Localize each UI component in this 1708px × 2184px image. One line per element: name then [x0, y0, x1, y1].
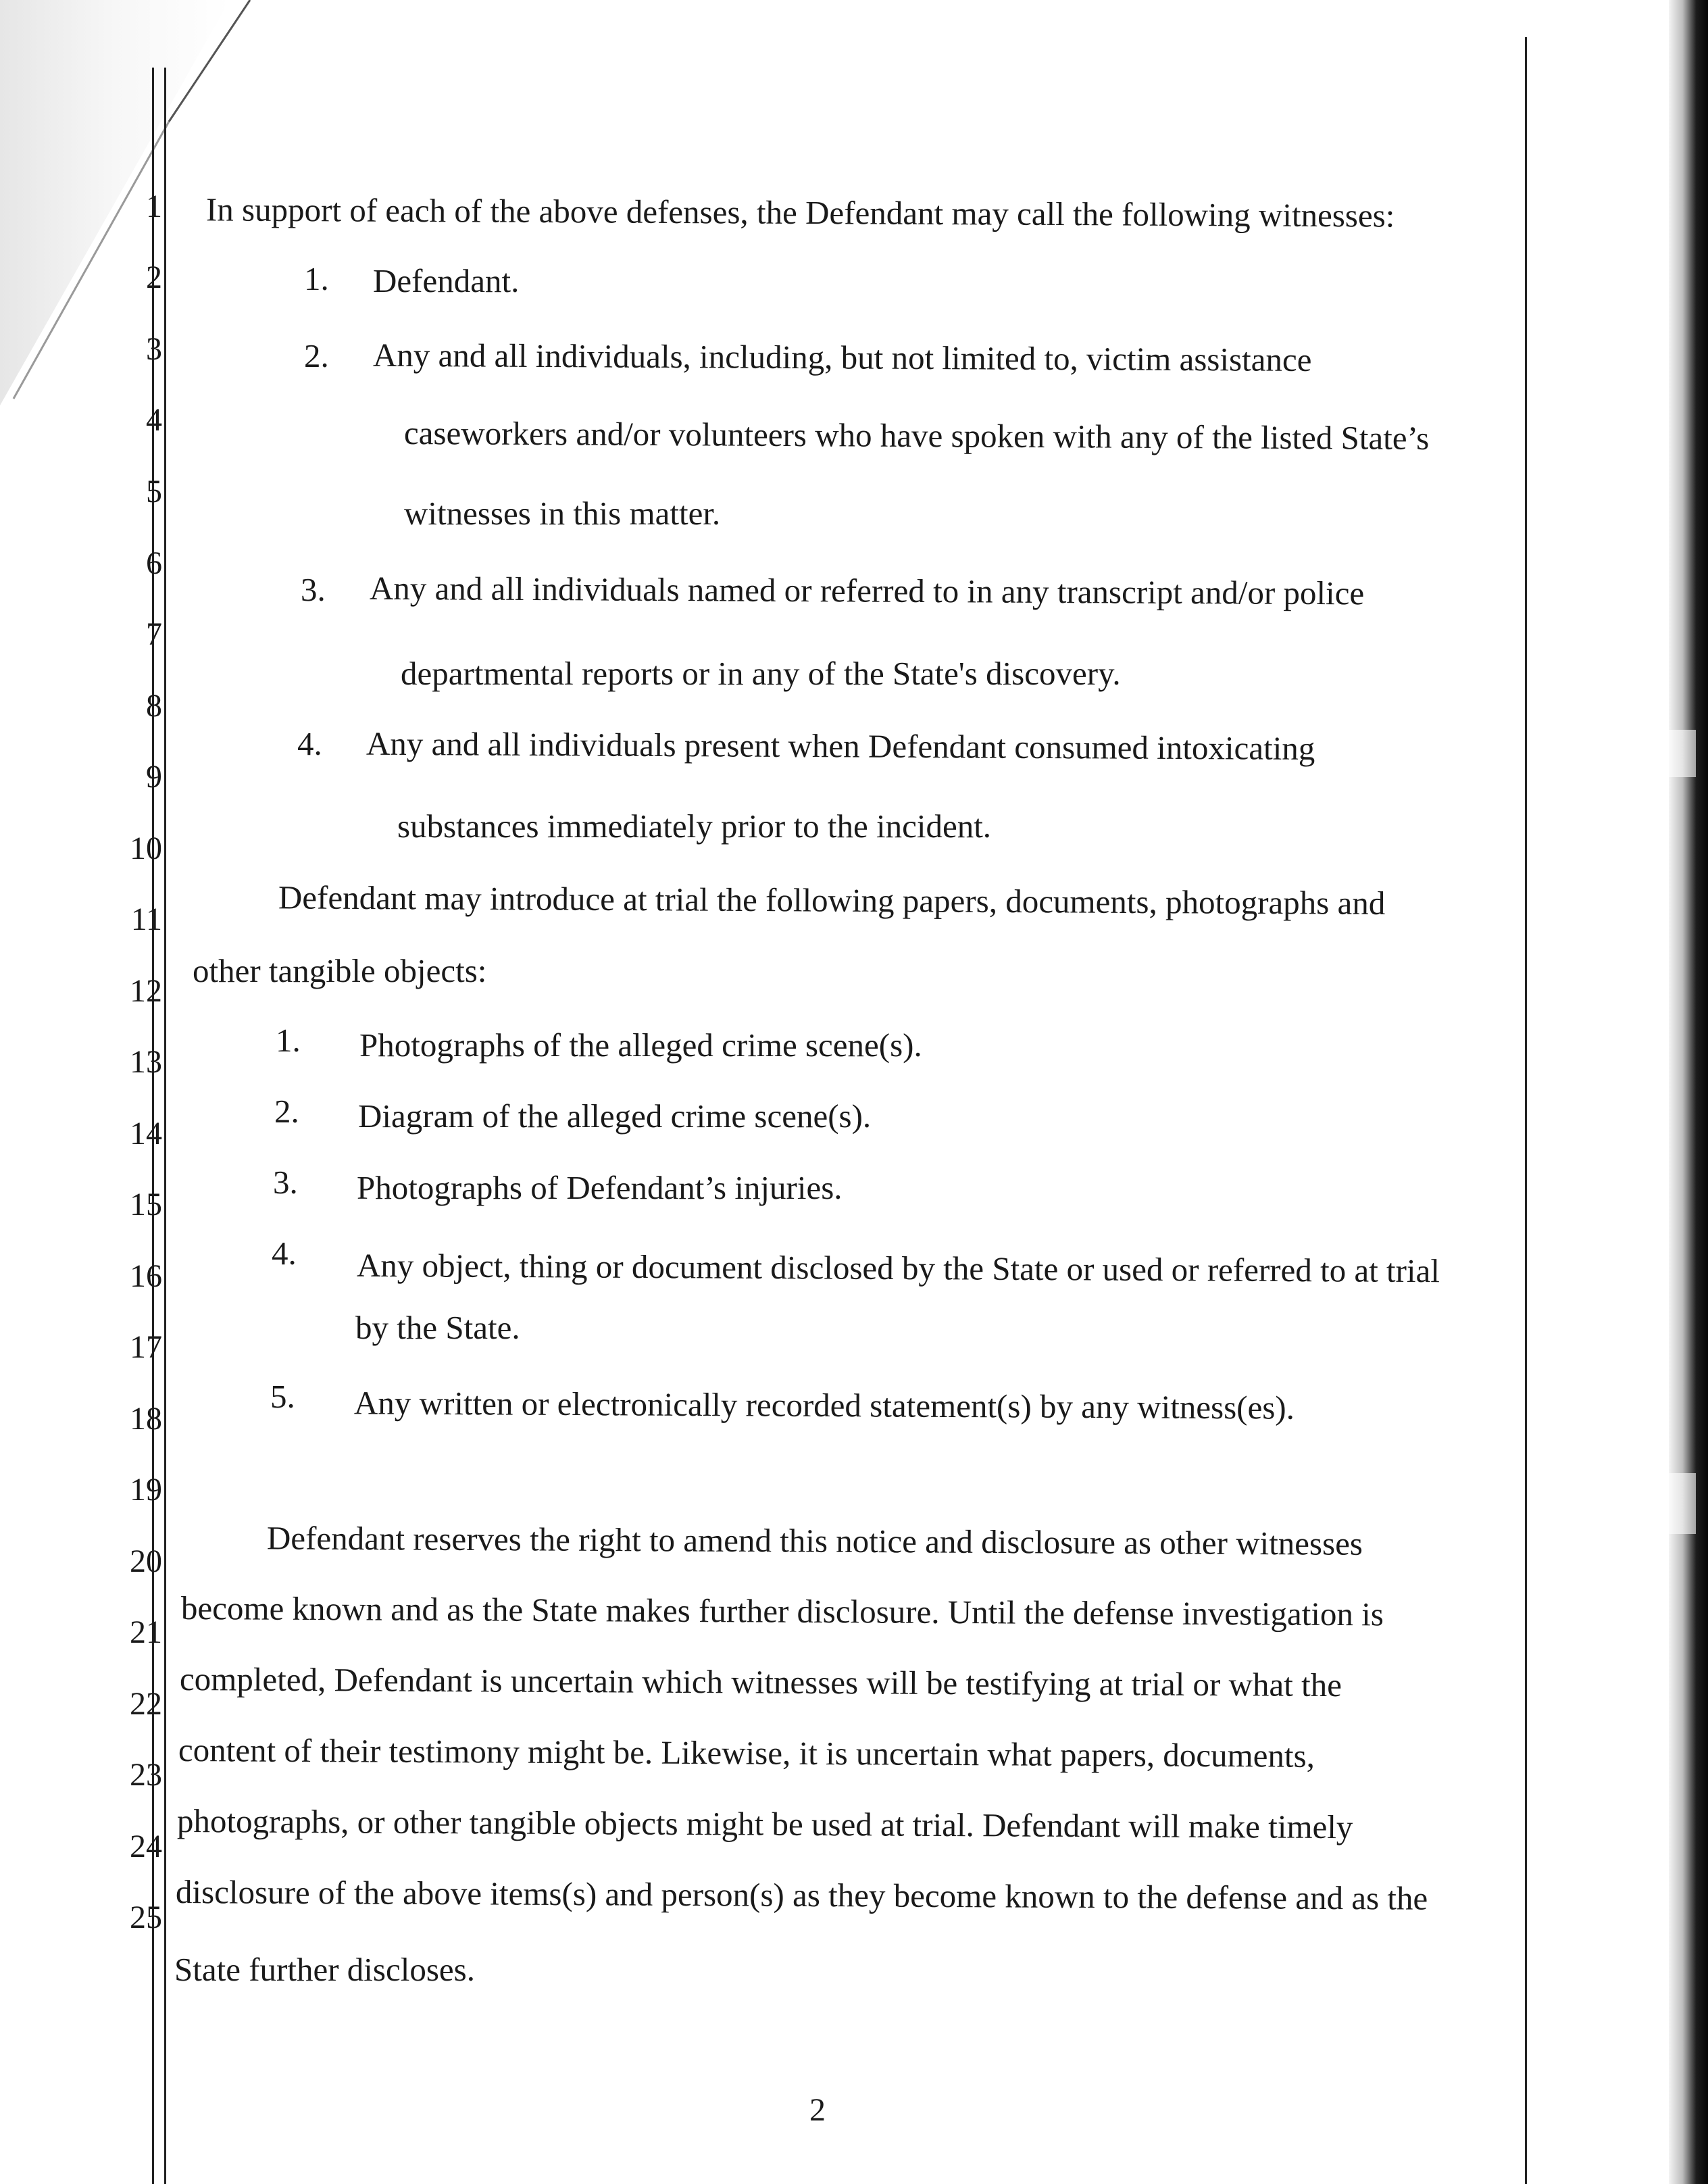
paragraph-line: photographs, or other tangible objects might be used at trial. Defendant will make timely: [176, 1802, 1353, 1846]
list-item-text: Defendant.: [373, 262, 520, 299]
line-number: 21: [130, 1614, 162, 1650]
exhibit-intro: Defendant may introduce at trial the following papers, documents, photographs and: [278, 878, 1386, 922]
list-number: 2.: [304, 337, 329, 374]
paragraph-line: State further discloses.: [174, 1951, 475, 1988]
paragraph-line: become known and as the State makes further disclosure. Until the defense investigation is: [180, 1589, 1384, 1633]
line-number: 18: [130, 1401, 162, 1437]
line-number: 3: [146, 331, 162, 367]
line-number: 22: [130, 1686, 162, 1722]
list-item-text: Any written or electronically recorded statement(s) by any witness(es).: [353, 1384, 1295, 1426]
line-number: 14: [130, 1116, 162, 1151]
paragraph-line: content of their testimony might be. Likewise, it is uncertain what papers, documents,: [178, 1731, 1315, 1775]
list-item-continuation: caseworkers and/or volunteers who have spoken with any of the listed State’s: [403, 414, 1430, 457]
list-item-text: Diagram of the alleged crime scene(s).: [358, 1097, 872, 1135]
line-number: 7: [146, 616, 162, 652]
list-item-continuation: departmental reports or in any of the State's discovery.: [401, 655, 1121, 692]
scan-right-edge: [1669, 0, 1708, 2184]
paragraph-line: disclosure of the above items(s) and person(s) as they become known to the defense and as the: [175, 1873, 1428, 1917]
line-number: 23: [130, 1757, 162, 1793]
list-number: 1.: [276, 1022, 301, 1059]
list-item-continuation: substances immediately prior to the incident.: [397, 808, 992, 845]
line-number: 8: [146, 688, 162, 724]
line-number: 25: [130, 1900, 162, 1935]
right-margin-rule: [1525, 37, 1527, 2184]
list-item-text: Any object, thing or document disclosed by the State or used or referred to at trial: [356, 1246, 1440, 1290]
list-number: 3.: [301, 571, 326, 608]
list-item-text: Any and all individuals named or referred to in any transcript and/or police: [369, 569, 1365, 612]
line-number: 15: [130, 1187, 162, 1222]
line-number: 12: [130, 973, 162, 1009]
list-item-continuation: witnesses in this matter.: [404, 495, 721, 532]
list-item-continuation: by the State.: [355, 1309, 520, 1346]
list-item-text: Photographs of Defendant’s injuries.: [357, 1169, 843, 1206]
line-number: 1: [146, 189, 162, 224]
line-number: 19: [130, 1472, 162, 1508]
list-item-text: Any and all individuals present when Defendant consumed intoxicating: [366, 724, 1315, 768]
line-number: 20: [130, 1543, 162, 1579]
list-item-text: Any and all individuals, including, but not limited to, victim assistance: [372, 336, 1312, 378]
list-number: 4.: [272, 1235, 297, 1272]
line-number: 10: [130, 830, 162, 866]
line-number: 24: [130, 1829, 162, 1864]
witness-intro: In support of each of the above defenses, the Defendant may call the following witnesses:: [205, 191, 1395, 234]
list-item-text: Photographs of the alleged crime scene(s).: [359, 1026, 922, 1064]
list-number: 4.: [297, 725, 322, 762]
line-number: 4: [146, 402, 162, 438]
line-number: 17: [130, 1329, 162, 1365]
line-number: 11: [130, 901, 162, 937]
line-number: 5: [146, 474, 162, 510]
line-number: 13: [130, 1044, 162, 1080]
line-number: 6: [146, 545, 162, 581]
list-number: 5.: [270, 1378, 295, 1415]
page-number: 2: [809, 2092, 826, 2128]
list-number: 1.: [304, 260, 329, 297]
line-number: 9: [146, 759, 162, 795]
exhibit-intro-continuation: other tangible objects:: [193, 952, 487, 989]
line-number: 16: [130, 1258, 162, 1294]
list-number: 3.: [273, 1164, 298, 1201]
list-number: 2.: [274, 1093, 299, 1130]
paragraph-line: Defendant reserves the right to amend this notice and disclosure as other witnesses: [266, 1519, 1363, 1562]
line-number: 2: [146, 259, 162, 295]
left-margin-rule-inner: [164, 68, 166, 2184]
paragraph-line: completed, Defendant is uncertain which witnesses will be testifying at trial or what the: [179, 1660, 1342, 1704]
